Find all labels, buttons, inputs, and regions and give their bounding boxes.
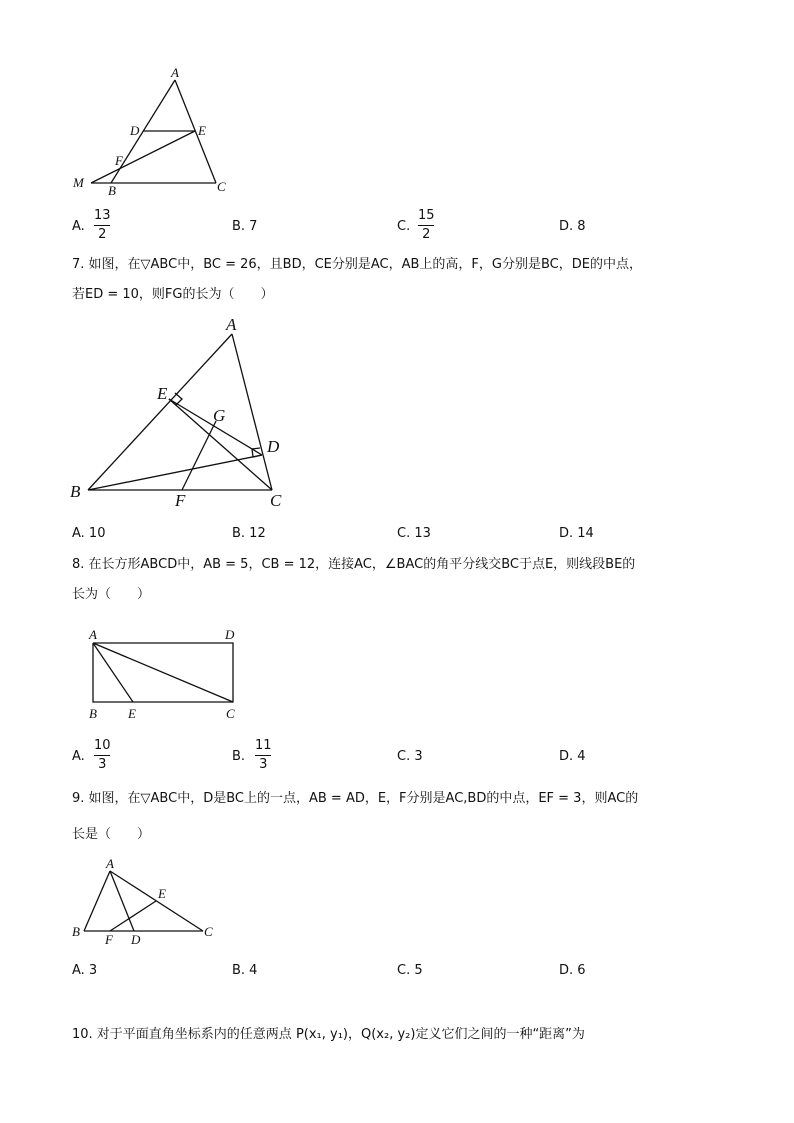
label-e: E — [128, 706, 136, 721]
label-b: B — [89, 706, 97, 721]
q8-option-b-letter[interactable]: B. — [232, 749, 246, 764]
q6-option-c-fraction — [418, 208, 435, 243]
label-f: F — [115, 153, 123, 168]
q6-option-c-letter[interactable]: C. — [397, 219, 411, 234]
label-g: G — [213, 406, 226, 425]
segment-bd — [88, 455, 262, 490]
segment-ad — [110, 871, 134, 931]
label-f: F — [175, 491, 186, 510]
label-d: D — [267, 437, 280, 456]
label-c: C — [226, 706, 235, 721]
segment-me — [91, 131, 195, 183]
fraction-denominator: 3 — [259, 757, 268, 772]
label-e: E — [158, 886, 166, 901]
q7-text-line1: 7. 如图，在▽ABC中，BC = 26，且BD，CE分别是AC，AB上的高，F，G分别是BC，DE的中点， — [72, 257, 642, 272]
q8-text-line1: 8. 在长方形ABCD中，AB = 5，CB = 12，连接AC，∠BAC的角平分线交BC于点E，则线段BE的 — [72, 557, 636, 572]
segment-fg — [182, 421, 216, 490]
fraction-numerator: 11 — [255, 738, 272, 753]
figure-q8 — [80, 624, 250, 724]
q6-option-a-letter[interactable]: A. — [72, 219, 85, 234]
label-b: B — [72, 924, 80, 939]
label-d: D — [131, 932, 141, 947]
fraction-numerator: 10 — [94, 738, 111, 753]
q7-option-d[interactable]: D. 14 — [559, 526, 594, 541]
q6-option-a-fraction — [94, 208, 111, 243]
segment-ab — [88, 334, 232, 490]
label-d: D — [130, 123, 140, 138]
q7-text-line2: 若ED = 10，则FG的长为（ ） — [72, 287, 274, 302]
q7-option-c[interactable]: C. 13 — [397, 526, 431, 541]
q7-option-a[interactable]: A. 10 — [72, 526, 106, 541]
label-c: C — [204, 924, 213, 939]
q8-option-a-letter[interactable]: A. — [72, 749, 85, 764]
q9-option-b[interactable]: B. 4 — [232, 963, 258, 978]
q9-option-a[interactable]: A. 3 — [72, 963, 98, 978]
segment-ab — [84, 871, 110, 931]
label-a: A — [106, 856, 114, 871]
label-f: F — [105, 932, 113, 947]
label-a: A — [89, 627, 97, 642]
label-e: E — [198, 123, 206, 138]
fraction-bar — [255, 755, 271, 756]
label-e: E — [157, 384, 168, 403]
q8-text-line2: 长为（ ） — [72, 587, 151, 602]
segment-ac — [232, 334, 272, 490]
label-c: C — [217, 179, 226, 194]
segment-ac — [93, 643, 233, 702]
fraction-numerator: 13 — [94, 208, 111, 223]
label-a: A — [171, 65, 179, 80]
q8-option-c[interactable]: C. 3 — [397, 749, 423, 764]
label-c: C — [270, 491, 282, 510]
label-b: B — [70, 482, 81, 501]
q8-option-d[interactable]: D. 4 — [559, 749, 586, 764]
figure-q6 — [70, 64, 240, 199]
q6-option-d[interactable]: D. 8 — [559, 219, 586, 234]
q9-text-line1: 9. 如图，在▽ABC中，D是BC上的一点，AB = AD，E，F分别是AC,BD的中点，EF = 3，则AC的 — [72, 791, 639, 806]
label-m: M — [73, 175, 84, 190]
segment-fe — [110, 901, 156, 931]
figure-q7 — [66, 312, 296, 517]
label-a: A — [226, 315, 237, 334]
fraction-denominator: 2 — [422, 227, 431, 242]
q9-text-line2: 长是（ ） — [72, 827, 151, 842]
fraction-bar — [94, 225, 110, 226]
fraction-numerator: 15 — [418, 208, 435, 223]
fraction-denominator: 3 — [98, 757, 107, 772]
label-b: B — [108, 183, 116, 198]
label-d: D — [225, 627, 235, 642]
figure-q9 — [70, 855, 220, 950]
fraction-bar — [418, 225, 434, 226]
q8-option-b-fraction — [255, 738, 272, 773]
fraction-bar — [94, 755, 110, 756]
q7-option-b[interactable]: B. 12 — [232, 526, 266, 541]
q6-option-b[interactable]: B. 7 — [232, 219, 258, 234]
q9-option-c[interactable]: C. 5 — [397, 963, 423, 978]
q8-option-a-fraction — [94, 738, 111, 773]
fraction-denominator: 2 — [98, 227, 107, 242]
q10-text-line1: 10. 对于平面直角坐标系内的任意两点 P(x₁, y₁)，Q(x₂, y₂)定义它们之间的一种“距离”为 — [72, 1027, 585, 1042]
q9-option-d[interactable]: D. 6 — [559, 963, 586, 978]
